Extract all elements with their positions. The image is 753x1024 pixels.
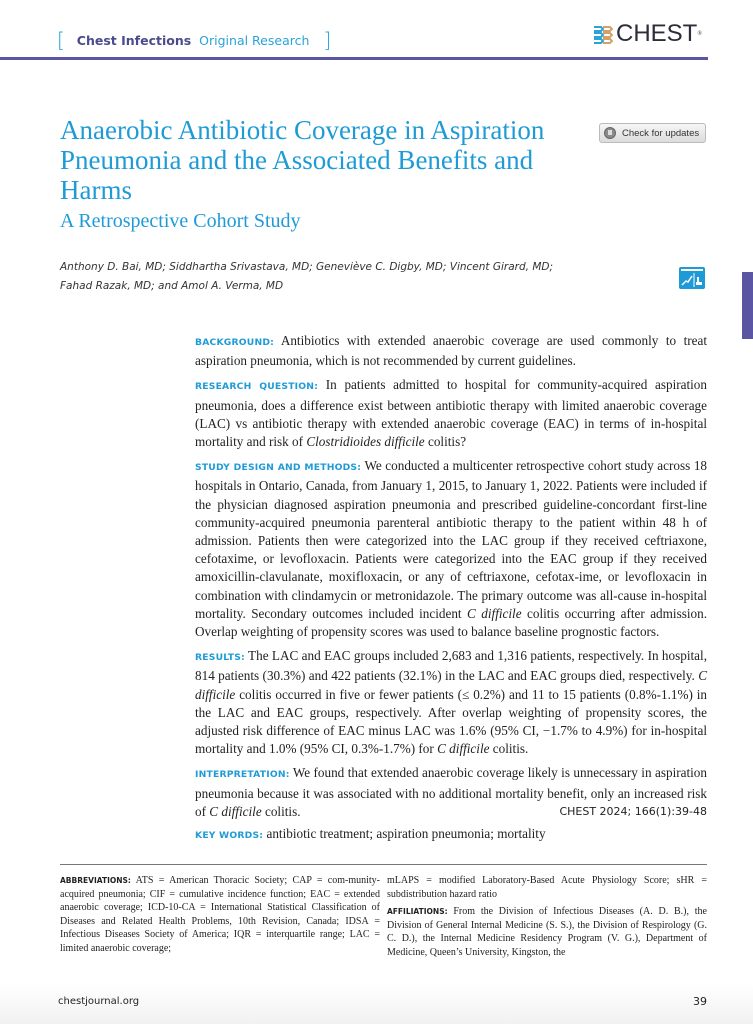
interpretation-label: INTERPRETATION: — [195, 769, 290, 781]
methods-text: We conducted a multicenter retrospective cohort study across 18 hospitals in Ontario, Canada, from January 1, 2015, to January 1, 2022. Patients were included if the physician diagnosed aspiration pneumonia and prescribed guideline-concordant first-line community-acquired pneumonia parenteral antibiotic therapy to the patient within 48 h of admission. Patients then were categorized into the LAC group if they received ceftriaxone, cefotaxime, or levofloxacin. Patients were categorized into the EAC group if they received amoxicillin-clavulanate, moxifloxacin, or any of ceftriaxone, cefotax-ime, or levofloxacin in combination with clindamycin or metronidazole. The primary outcome was all-cause in-hospital mortality. Secondary outcomes included incident — [195, 458, 708, 621]
affiliations-text: From the Division of Infectious Diseases (A. D. B.), the Division of General Internal Medicine (S. S.), the Division of Respirology (G. C. D.), the Internal Medicine Residency Program (V. G.), Department of Medicine, Queen’s University, Kingston, the — [387, 906, 707, 958]
organism-name: Clostridioides difficile — [306, 434, 425, 450]
check-for-updates-label: Check for updates — [622, 127, 700, 139]
footnote-separator — [60, 864, 707, 865]
authors-line-2: Fahad Razak, MD; and Amol A. Verma, MD — [60, 280, 284, 292]
article-subtitle: A Retrospective Cohort Study — [60, 210, 301, 232]
affiliations — [387, 905, 707, 959]
check-for-updates-button[interactable] — [599, 123, 706, 143]
chest-logo-icon — [593, 24, 613, 44]
organism-name: C difficile — [437, 741, 490, 757]
results-text-end: colitis. — [489, 741, 529, 757]
research-question-text-end: colitis? — [424, 434, 467, 450]
abbreviations-label: ABBREVIATIONS: — [60, 876, 131, 885]
citation: CHEST 2024; 166(1):39-48 — [559, 804, 707, 818]
methods-label: STUDY DESIGN AND METHODS: — [195, 462, 362, 474]
background-text: Antibiotics with extended anaerobic coverage are used commonly to treat aspiration pneumonia, which is not recommended by current guidelines. — [195, 333, 707, 369]
page-footer — [0, 984, 753, 1024]
abbreviations-text: ATS = American Thoracic Society; CAP = com-munity-acquired pneumonia; CIF = cumulative incidence function; EAC = extended anaerobic coverage; ICD-10-CA = International Statistical Classification of Diseases and Related Health Problems, 10th Revision, Canada; IDSA = Infectious Diseases Society of America; IQR = interquartile range; LAC = limited anaerobic coverage; — [60, 875, 380, 954]
data-supplement-icon[interactable] — [679, 267, 705, 289]
abstract-results — [195, 647, 707, 758]
affiliations-label: AFFILIATIONS: — [387, 907, 448, 917]
abstract-methods — [195, 457, 707, 641]
author-list — [60, 258, 620, 296]
keywords-text: antibiotic treatment; aspiration pneumonia; mortality — [263, 826, 546, 841]
footnote-left-column — [60, 874, 380, 960]
logo-text: CHEST — [616, 20, 698, 47]
abstract-interpretation — [195, 764, 707, 821]
article-title: Anaerobic Antibiotic Coverage in Aspiration Pneumonia and the Associated Benefits and Harms — [60, 115, 545, 205]
abstract — [195, 332, 707, 827]
bracket-right: ] — [323, 28, 332, 52]
footnote-right-column — [387, 874, 707, 964]
organism-name: C difficile — [467, 605, 522, 621]
abbreviations — [60, 874, 380, 956]
chest-logo[interactable] — [593, 22, 702, 46]
keywords-label: KEY WORDS: — [195, 830, 264, 841]
results-label: RESULTS: — [195, 652, 245, 664]
background-label: BACKGROUND: — [195, 337, 275, 348]
results-text-mid: colitis occurred in five or fewer patients (≤ 0.2%) and 11 to 15 patients (0.8%-1.1%) in the LAC and EAC groups, respectively. After overlap weighting of propensity scores, the adjusted risk difference of EAC minus LAC was 1.6% (95% CI, −1.7% to 4.9%) for in-hospital mortality and 1.0% (95% CI, 0.3%-1.7%) for — [195, 686, 707, 757]
keywords — [195, 826, 546, 842]
bracket-left: [ — [57, 28, 65, 52]
abbreviations-continued: mLAPS = modified Laboratory-Based Acute Physiology Score; sHR = subdistribution hazard ratio — [387, 875, 707, 900]
page-number: 39 — [693, 995, 707, 1008]
interpretation-text: We found that extended anaerobic coverage likely is unnecessary in aspiration pneumonia because it was associated with no additional mortality benefit, only an increased risk of — [195, 765, 707, 819]
research-question-text: In patients admitted to hospital for community-acquired aspiration pneumonia, does a difference exist between antibiotic therapy with limited anaerobic coverage (LAC) vs antibiotic therapy with extended anaerobic coverage (EAC) in terms of in-hospital mortality and risk of — [195, 377, 707, 450]
trademark: ® — [697, 31, 702, 37]
organism-name: C difficile — [209, 803, 262, 819]
results-text: The LAC and EAC groups included 2,683 and 1,316 patients, respectively. In hospital, 814 patients (30.3%) and 422 patients (32.1%) in the LAC and EAC groups died, respectively. — [195, 648, 707, 684]
organism-name: C difficile — [195, 668, 707, 702]
journal-url-link[interactable]: chestjournal.org — [58, 996, 140, 1007]
side-tab-marker — [742, 272, 753, 339]
page-header — [0, 0, 753, 60]
methods-text-end: colitis occurring after admission. Overlap weighting of propensity scores was used to balance baseline prognostic factors. — [195, 605, 707, 640]
breadcrumb — [57, 28, 331, 52]
authors-line-1: Anthony D. Bai, MD; Siddhartha Srivastava, MD; Geneviève C. Digby, MD; Vincent Girard, MD; — [60, 261, 554, 273]
section-name[interactable]: Chest Infections — [76, 33, 192, 48]
header-rule — [0, 57, 708, 60]
abstract-research-question — [195, 376, 707, 451]
research-question-label: RESEARCH QUESTION: — [195, 381, 319, 393]
interpretation-text-end: colitis. — [261, 803, 301, 819]
abstract-background — [195, 332, 707, 370]
article-type: Original Research — [199, 33, 310, 48]
bookmark-icon — [604, 127, 616, 139]
chart-trend-icon — [679, 267, 705, 289]
